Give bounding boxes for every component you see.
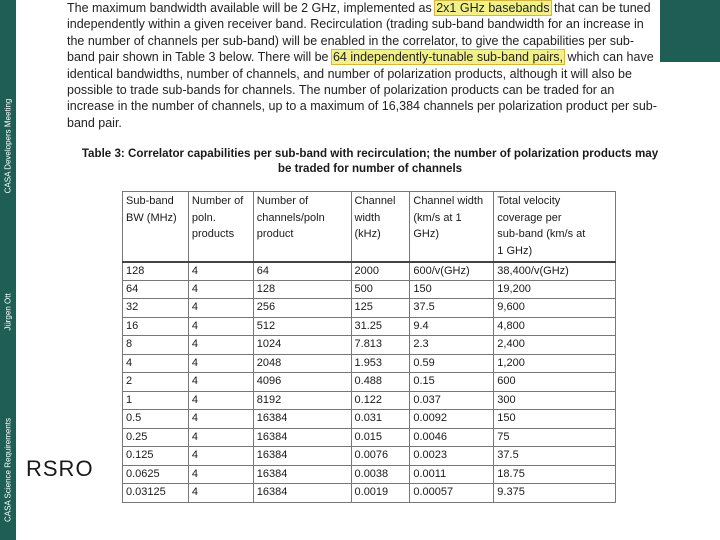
table-cell: 4	[188, 428, 253, 447]
table-cell: 16384	[253, 410, 351, 429]
highlight-basebands: 2x1 GHz basebands	[436, 1, 550, 15]
table-cell: 64	[123, 280, 189, 299]
table-cell: 0.0011	[410, 465, 494, 484]
table-cell: 1024	[253, 336, 351, 355]
table-cell: 18.75	[494, 465, 616, 484]
table-row	[123, 280, 616, 299]
table-header	[123, 192, 616, 262]
table-cell: 16384	[253, 484, 351, 503]
table-cell: 9.4	[410, 317, 494, 336]
table-cell: 0.031	[351, 410, 410, 429]
column-header-line: GHz)	[413, 228, 440, 240]
table-cell: 9,600	[494, 299, 616, 318]
table-cell: 4	[188, 447, 253, 466]
column-header-line: product	[256, 228, 294, 240]
column-header-line: poln.	[191, 211, 216, 224]
table-cell: 4	[123, 354, 189, 373]
left-sidebar	[0, 0, 16, 540]
table-cell: 0.03125	[123, 484, 189, 503]
table-cell: 32	[123, 299, 189, 318]
table-cell: 16384	[253, 465, 351, 484]
table-cell: 600	[494, 373, 616, 392]
table-cell: 4	[188, 354, 253, 373]
table-cell: 19,200	[494, 280, 616, 299]
capabilities-table	[122, 191, 616, 503]
table-cell: 9.375	[494, 484, 616, 503]
table-cell: 4	[188, 262, 253, 281]
column-header-line: Channel	[354, 195, 396, 207]
table-cell: 4	[188, 317, 253, 336]
table-cell: 2	[123, 373, 189, 392]
table-cell: 0.25	[123, 428, 189, 447]
column-header-line: (km/s at 1	[413, 211, 462, 224]
column-header-line: (kHz)	[354, 228, 381, 240]
table-cell: 16384	[253, 447, 351, 466]
table-cell: 0.0023	[410, 447, 494, 466]
table-cell: 4	[188, 484, 253, 503]
table-cell: 7.813	[351, 336, 410, 355]
body-text-part2: that can be tuned independently within a given receiver band. Recirculation (trading sub-band bandwidth for an increase in the number of channels per sub-band) will be enabled in the correlator, to give the capabilities per sub-band pair shown in Table 3 below. There will be	[67, 1, 651, 65]
column-header-line: products	[191, 228, 235, 240]
column-header	[351, 192, 410, 262]
table-cell: 0.0625	[123, 465, 189, 484]
table-cell: 0.125	[123, 447, 189, 466]
table-cell: 0.59	[410, 354, 494, 373]
table-cell: 0.0019	[351, 484, 410, 503]
table-cell: 4	[188, 465, 253, 484]
column-header	[410, 192, 494, 262]
table-cell: 128	[123, 262, 189, 281]
table-row	[123, 354, 616, 373]
sidebar-label-title: CASA Science Requirements	[3, 417, 13, 523]
column-header-line: sub-band (km/s at	[497, 228, 586, 240]
table-row	[123, 262, 616, 281]
table-cell: 150	[410, 280, 494, 299]
table-cell: 0.037	[410, 391, 494, 410]
table-cell: 4	[188, 410, 253, 429]
table-cell: 0.0046	[410, 428, 494, 447]
corner-decoration	[660, 0, 720, 62]
table-row	[123, 428, 616, 447]
table-row	[123, 391, 616, 410]
sidebar-label-author: Jürgen Ott	[3, 293, 13, 331]
table-cell: 1.953	[351, 354, 410, 373]
table-cell: 0.0038	[351, 465, 410, 484]
table-cell: 16	[123, 317, 189, 336]
header-row	[123, 192, 616, 262]
table-cell: 0.00057	[410, 484, 494, 503]
table-cell: 2.3	[410, 336, 494, 355]
table-cell: 0.015	[351, 428, 410, 447]
column-header-line: channels/poln	[256, 211, 325, 224]
column-header-line: Sub-band	[126, 195, 174, 207]
column-header	[188, 192, 253, 262]
table-caption: Table 3: Correlator capabilities per sub-band with recirculation; the number of polarization products may be traded for number of channels	[81, 147, 659, 175]
column-header-line: coverage per	[497, 211, 562, 224]
table-cell: 125	[351, 299, 410, 318]
table-cell: 0.122	[351, 391, 410, 410]
table-body	[123, 262, 616, 503]
table-cell: 300	[494, 391, 616, 410]
highlight-subband-pairs: 64 independently-tunable sub-band pairs,	[332, 50, 564, 65]
table-cell: 2,400	[494, 336, 616, 355]
table-cell: 4	[188, 280, 253, 299]
column-header	[494, 192, 616, 262]
table-cell: 150	[494, 410, 616, 429]
table-cell: 8	[123, 336, 189, 355]
table-row	[123, 484, 616, 503]
table-cell: 75	[494, 428, 616, 447]
table-cell: 4	[188, 299, 253, 318]
table-cell: 4,800	[494, 317, 616, 336]
column-header-line: Number of	[256, 195, 309, 207]
table-cell: 1,200	[494, 354, 616, 373]
table-row	[123, 465, 616, 484]
sidebar-label-meeting: CASA Developers Meeting	[3, 98, 13, 194]
table-cell: 256	[253, 299, 351, 318]
table-cell: 8192	[253, 391, 351, 410]
table-cell: 31.25	[351, 317, 410, 336]
table-cell: 64	[253, 262, 351, 281]
table-cell: 16384	[253, 428, 351, 447]
table-cell: 512	[253, 317, 351, 336]
table-row	[123, 373, 616, 392]
table-cell: 4	[188, 391, 253, 410]
table-cell: 128	[253, 280, 351, 299]
table-row	[123, 317, 616, 336]
table-cell: 2048	[253, 354, 351, 373]
table-cell: 0.15	[410, 373, 494, 392]
body-text-part1: The maximum bandwidth available will be 2 GHz, implemented as	[67, 1, 436, 15]
column-header-line: width	[354, 211, 381, 224]
table-cell: 37.5	[494, 447, 616, 466]
table-cell: 4	[188, 336, 253, 355]
column-header-line: Channel width	[413, 195, 484, 207]
table-cell: 500	[351, 280, 410, 299]
body-text-part3: which can have identical bandwidths, number of channels, and number of polarization products, although it will also be possible to trade sub-bands for channels. The number of polarization products can be traded for an increase in the number of channels, up to a maximum of 16,384 channels per polarization product per sub-band pair.	[67, 50, 657, 130]
table-cell: 38,400/v(GHz)	[494, 262, 616, 281]
table-cell: 0.5	[123, 410, 189, 429]
table-cell: 1	[123, 391, 189, 410]
table-row	[123, 336, 616, 355]
column-header-line: Total velocity	[497, 195, 561, 207]
table-row	[123, 447, 616, 466]
table-row	[123, 299, 616, 318]
table-cell: 2000	[351, 262, 410, 281]
table-cell: 4096	[253, 373, 351, 392]
column-header-line: Number of	[191, 195, 244, 207]
table-cell: 0.0092	[410, 410, 494, 429]
column-header-line: 1 GHz)	[497, 244, 533, 257]
rsro-logo-text: RSRO	[26, 456, 94, 481]
column-header-line: BW (MHz)	[126, 211, 177, 224]
table-cell: 4	[188, 373, 253, 392]
table-cell: 0.488	[351, 373, 410, 392]
body-paragraph	[67, 0, 660, 131]
table-cell: 37.5	[410, 299, 494, 318]
table-cell: 600/v(GHz)	[410, 262, 494, 281]
table-row	[123, 410, 616, 429]
table-cell: 0.0076	[351, 447, 410, 466]
column-header	[123, 192, 189, 262]
column-header	[253, 192, 351, 262]
